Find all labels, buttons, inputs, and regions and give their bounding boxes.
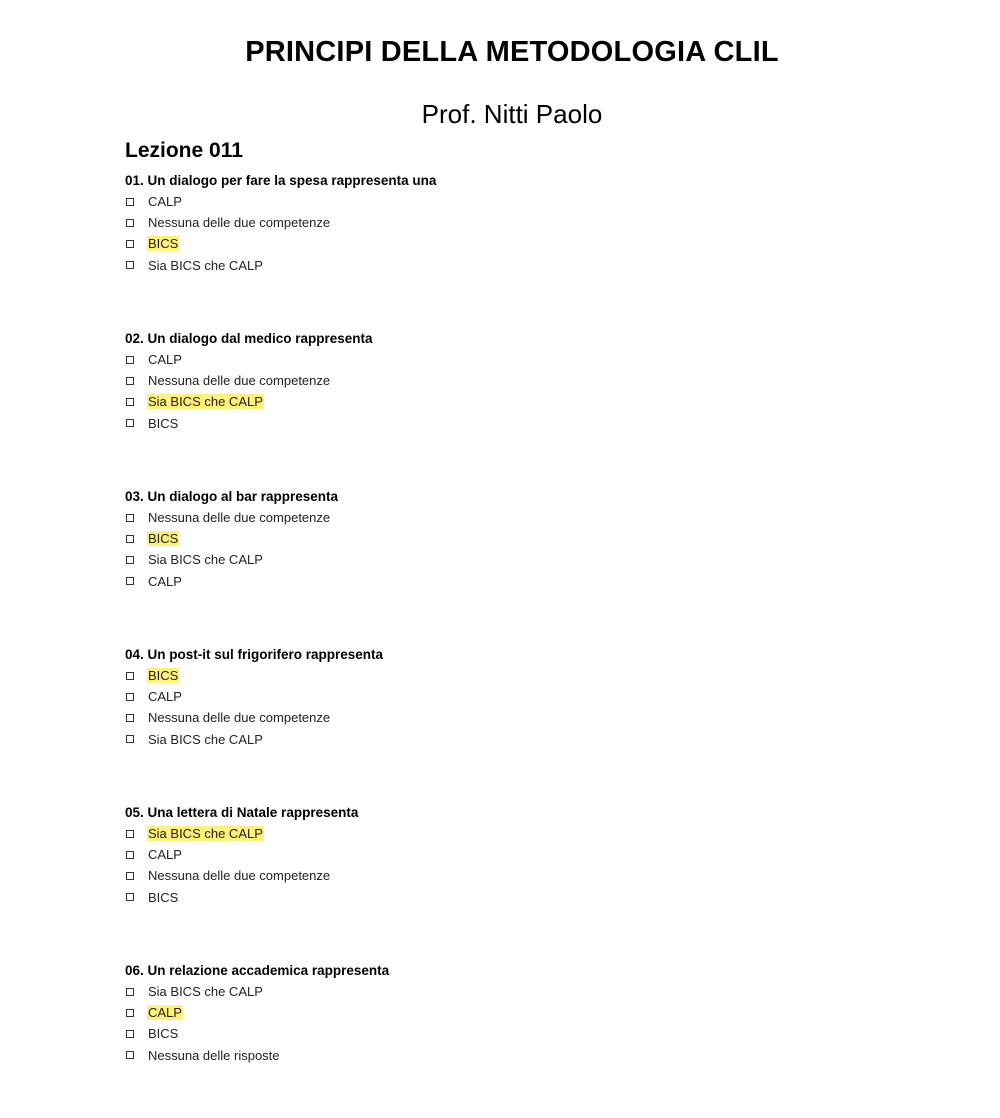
answer-label: BICS [148, 415, 179, 431]
question-text: 03. Un dialogo al bar rappresenta [125, 489, 339, 504]
answer-option [125, 729, 925, 750]
question-text: 01. Un dialogo per fare la spesa rappresenta una [125, 173, 437, 188]
answer-option [125, 844, 925, 865]
checkbox-icon [126, 735, 134, 743]
highlighted-answer-label: BICS [148, 531, 179, 547]
answer-option [125, 370, 925, 391]
highlighted-answer-label: Sia BICS che CALP [148, 826, 263, 842]
highlighted-answer-label: BICS [148, 668, 179, 684]
checkbox-icon [126, 398, 134, 406]
checkbox-icon [126, 356, 134, 364]
question-text: 02. Un dialogo dal medico rappresenta [125, 331, 373, 346]
checkbox-icon [126, 1051, 134, 1059]
question-text: 04. Un post-it sul frigorifero rappresenta [125, 647, 384, 662]
checkbox-icon [126, 672, 134, 680]
question-block [125, 170, 925, 328]
checkbox-icon [126, 714, 134, 722]
checkbox-icon [126, 556, 134, 564]
answer-option [125, 981, 925, 1002]
answer-label: Sia BICS che CALP [148, 984, 263, 1000]
question-text: 06. Un relazione accademica rappresenta [125, 963, 390, 978]
highlighted-answer-label: BICS [148, 236, 179, 252]
checkbox-icon [126, 240, 134, 248]
answer-option [125, 507, 925, 528]
answer-label: CALP [148, 352, 182, 368]
answer-option [125, 1045, 925, 1066]
answer-option [125, 391, 925, 412]
checkbox-icon [126, 577, 134, 585]
answer-option [125, 686, 925, 707]
answer-option [125, 233, 925, 254]
checkbox-icon [126, 198, 134, 206]
checkbox-icon [126, 893, 134, 901]
answer-label: BICS [148, 1026, 179, 1042]
answer-label: Nessuna delle due competenze [148, 373, 331, 389]
question-block [125, 802, 925, 960]
answer-label: Sia BICS che CALP [148, 552, 263, 568]
answer-option [125, 549, 925, 570]
checkbox-icon [126, 535, 134, 543]
question-block [125, 328, 925, 486]
answer-option [125, 887, 925, 908]
answer-label: Sia BICS che CALP [148, 731, 263, 747]
checkbox-icon [126, 1030, 134, 1038]
answer-option [125, 1023, 925, 1044]
answer-option [125, 707, 925, 728]
answer-option [125, 413, 925, 434]
checkbox-icon [126, 830, 134, 838]
checkbox-icon [126, 851, 134, 859]
answer-label: BICS [148, 889, 179, 905]
lesson-heading: Lezione 011 [125, 139, 243, 162]
checkbox-icon [126, 988, 134, 996]
answer-option [125, 823, 925, 844]
answer-label: CALP [148, 194, 182, 210]
answer-label: CALP [148, 847, 182, 863]
checkbox-icon [126, 514, 134, 522]
checkbox-icon [126, 377, 134, 385]
answer-option [125, 528, 925, 549]
answer-option [125, 1002, 925, 1023]
answer-label: Nessuna delle due competenze [148, 215, 331, 231]
answer-label: Nessuna delle risposte [148, 1047, 280, 1063]
checkbox-icon [126, 419, 134, 427]
question-text: 05. Una lettera di Natale rappresenta [125, 805, 359, 820]
checkbox-icon [126, 1009, 134, 1017]
question-block [125, 644, 925, 802]
answer-label: CALP [148, 573, 182, 589]
highlighted-answer-label: Sia BICS che CALP [148, 394, 263, 410]
answer-label: Sia BICS che CALP [148, 257, 263, 273]
answer-option [125, 349, 925, 370]
answer-label: Nessuna delle due competenze [148, 510, 331, 526]
checkbox-icon [126, 261, 134, 269]
question-block [125, 486, 925, 644]
answer-label: CALP [148, 689, 182, 705]
highlighted-answer-label: CALP [148, 1005, 182, 1021]
answer-option [125, 865, 925, 886]
answer-label: Nessuna delle due competenze [148, 868, 331, 884]
answer-option [125, 571, 925, 592]
question-block [125, 960, 925, 1118]
document-title: PRINCIPI DELLA METODOLOGIA CLIL [245, 36, 779, 68]
answer-label: Nessuna delle due competenze [148, 710, 331, 726]
checkbox-icon [126, 219, 134, 227]
answer-option [125, 212, 925, 233]
answer-option [125, 665, 925, 686]
checkbox-icon [126, 693, 134, 701]
answer-option [125, 255, 925, 276]
question-list [125, 170, 925, 1118]
answer-option [125, 191, 925, 212]
document-author: Prof. Nitti Paolo [421, 99, 603, 129]
checkbox-icon [126, 872, 134, 880]
